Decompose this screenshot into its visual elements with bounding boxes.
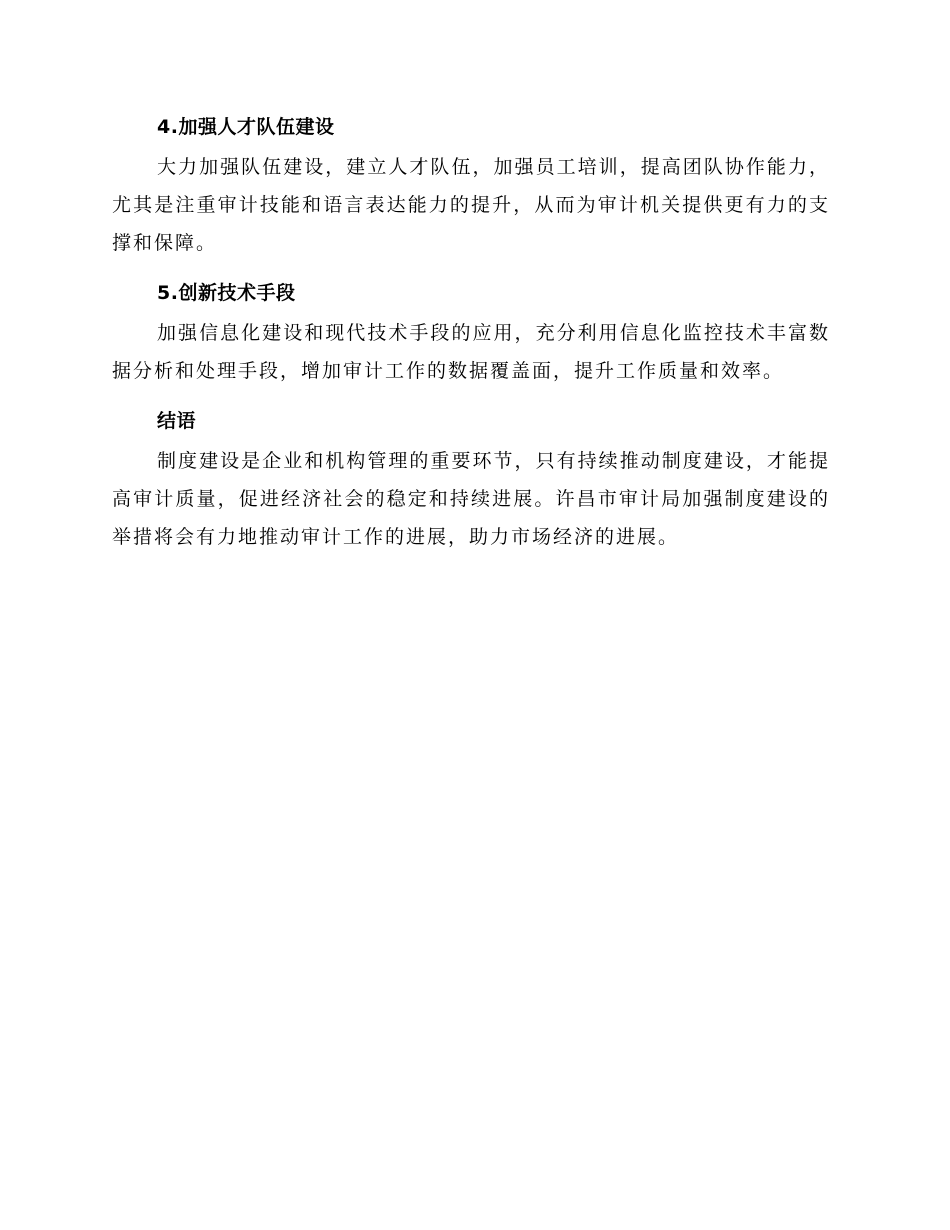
section-heading-technology: 5.创新技术手段	[157, 282, 296, 304]
section-heading-talent: 4.加强人才队伍建设	[157, 116, 335, 138]
section-paragraph-conclusion: 制度建设是企业和机构管理的重要环节，只有持续推动制度建设，才能提高审计质量，促进经济社会的稳定和持续进展。许昌市审计局加强制度建设的举措将会有力地推动审计工作的进展，助力市场经济的进展。	[112, 450, 830, 548]
document-body	[112, 108, 830, 568]
section-paragraph-talent: 大力加强队伍建设，建立人才队伍，加强员工培训，提高团队协作能力，尤其是注重审计技能和语言表达能力的提升，从而为审计机关提供更有力的支撑和保障。	[112, 156, 830, 254]
section-heading-conclusion: 结语	[157, 410, 197, 432]
section-paragraph-technology: 加强信息化建设和现代技术手段的应用，充分利用信息化监控技术丰富数据分析和处理手段，增加审计工作的数据覆盖面，提升工作质量和效率。	[112, 322, 830, 382]
